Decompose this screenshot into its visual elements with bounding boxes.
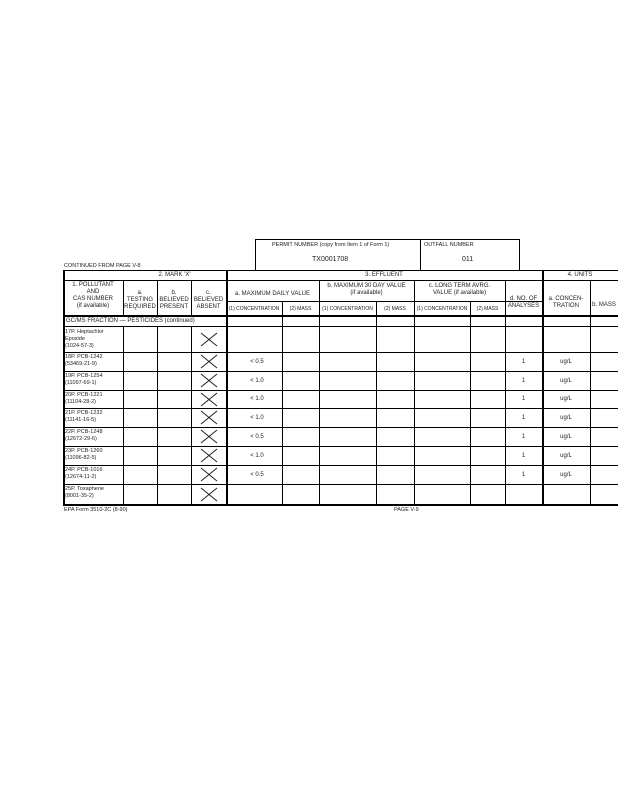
row-col-divider (191, 352, 192, 371)
header-right-line (519, 239, 520, 270)
pollutant-name: 19P. PCB-1254 (11097-69-1) (65, 373, 103, 386)
row-col-divider (123, 352, 124, 371)
number-of-analyses: 1 (521, 358, 526, 365)
row-col-divider (191, 446, 192, 465)
max-daily-concentration: < 1.0 (250, 414, 264, 421)
col-mark-x-header: 2. MARK 'X' (158, 272, 191, 278)
row-col-divider (157, 465, 158, 484)
col-believed-absent-header: c. BELIEVED ABSENT (193, 290, 224, 310)
form-number: EPA Form 3510-2C (8-90) (64, 507, 128, 513)
col-no-analyses-header: d. NO. OF ANALYSES (507, 296, 540, 309)
row-col-divider (157, 408, 158, 427)
col-3b-mass-header: (2) MASS (384, 306, 406, 312)
row-col-divider (123, 371, 124, 390)
table-top-line (63, 270, 618, 271)
concentration-units: ug/L (560, 414, 572, 421)
number-of-analyses: 1 (521, 414, 526, 421)
concentration-units: ug/L (560, 396, 572, 402)
pollutant-name: 20P. PCB-1221 (11104-28-2) (65, 392, 103, 405)
section-title: GC/MS FRACTION — PESTICIDES (continued) (66, 318, 195, 324)
row-col-divider (123, 446, 124, 465)
pollutant-name: 17P. Heptachlor Epoxide (1024-57-3) (65, 329, 104, 349)
header-top-line (255, 239, 520, 240)
x-mark-icon (200, 332, 218, 347)
row-divider (63, 352, 618, 353)
row-col-divider (123, 390, 124, 408)
number-of-analyses: 1 (521, 452, 526, 459)
number-of-analyses: 1 (521, 377, 526, 384)
pollutant-name: 18P. PCB-1242 (53469-21-9) (65, 354, 103, 367)
col-3c-mass-header: (2) MASS (476, 306, 499, 312)
col-units-header: 4. UNITS (567, 272, 593, 278)
col-max-daily-header: a. MAXIMUM DAILY VALUE (234, 291, 311, 297)
x-mark-icon (200, 429, 218, 444)
pollutant-name: 21P. PCB-1232 (11141-16-5) (65, 410, 103, 423)
col-long-term-header: c. LONG TERM AVRG. VALUE (if available) (428, 283, 491, 296)
number-of-analyses: 1 (521, 433, 526, 440)
col-3c-line (414, 280, 415, 505)
number-of-analyses: 1 (521, 471, 526, 478)
pollutant-name: 24P. PCB-1016 (12674-11-2) (65, 467, 103, 480)
row-col-divider (191, 390, 192, 408)
concentration-units: ug/L (560, 377, 572, 384)
header-row1-line (63, 280, 618, 281)
col-3b-conc-header: (1) CONCENTRATION (322, 306, 373, 312)
row-divider (63, 465, 618, 466)
header-left-line (255, 239, 256, 270)
row-col-divider (157, 484, 158, 504)
max-daily-concentration: < 0.5 (250, 358, 264, 365)
row-divider (63, 446, 618, 447)
concentration-units: ug/L (560, 433, 572, 440)
row-divider (63, 371, 618, 372)
permit-number-label: PERMIT NUMBER (copy from Item 1 of Form 1) (272, 242, 390, 248)
col-3a-conc-header: (1) CONCENTRATION (228, 306, 280, 312)
row-col-divider (191, 371, 192, 390)
row-divider (63, 484, 618, 485)
col-3b-line (319, 280, 320, 505)
x-mark-icon (200, 448, 218, 463)
page-number: PAGE V-9 (394, 507, 419, 513)
row-divider (63, 504, 618, 506)
col-units-mass-header: b. MASS (592, 302, 616, 308)
concentration-units: ug/L (560, 452, 572, 459)
col-3b2-line (376, 301, 377, 505)
row-col-divider (157, 371, 158, 390)
x-mark-icon (200, 467, 218, 482)
header-mid-line (420, 239, 421, 270)
x-mark-icon (200, 354, 218, 369)
max-daily-concentration: < 1.0 (250, 452, 264, 459)
x-mark-icon (200, 373, 218, 388)
number-of-analyses: 1 (521, 396, 526, 402)
col-3a-mass-header: (2) MASS (289, 306, 312, 312)
row-col-divider (191, 465, 192, 484)
col-3a2-line (282, 301, 283, 505)
outfall-number-value: 011 (462, 256, 474, 263)
col-units-concentration-header: a. CONCEN- TRATION (548, 296, 584, 309)
col-testing-required-header: a. TESTING REQUIRED (124, 290, 156, 310)
col-max-30day-header: b. MAXIMUM 30 DAY VALUE (if available) (327, 283, 406, 296)
header-row2-line (226, 301, 542, 302)
max-daily-concentration: < 0.5 (250, 471, 264, 478)
section-title-line (63, 326, 618, 327)
pollutant-name: 22P. PCB-1248 (12672-29-6) (65, 429, 103, 442)
row-col-divider (157, 446, 158, 465)
row-col-divider (123, 427, 124, 446)
row-col-divider (157, 327, 158, 352)
row-col-divider (123, 465, 124, 484)
row-col-divider (157, 390, 158, 408)
row-col-divider (123, 327, 124, 352)
x-mark-icon (200, 392, 218, 407)
max-daily-concentration: < 1.0 (250, 396, 264, 402)
row-divider (63, 390, 618, 391)
continued-label: CONTINUED FROM PAGE V-8 (64, 263, 141, 269)
col-3c2-line (470, 301, 471, 505)
concentration-units: ug/L (560, 471, 572, 478)
col-pollutant-header: 1. POLLUTANT AND CAS NUMBER (if available) (72, 282, 114, 309)
pollutant-name: 23P. PCB-1260 (11096-82-5) (65, 448, 103, 461)
x-mark-icon (200, 487, 218, 502)
col-4b-line (590, 280, 591, 505)
x-mark-icon (200, 410, 218, 425)
pollutant-name: 25P. Toxaphene (8001-35-2) (65, 486, 104, 499)
row-col-divider (191, 327, 192, 352)
max-daily-concentration: < 1.0 (250, 377, 264, 384)
row-divider (63, 408, 618, 409)
row-col-divider (191, 427, 192, 446)
permit-number-value: TX0001708 (312, 256, 349, 263)
concentration-units: ug/L (560, 358, 572, 365)
max-daily-concentration: < 0.5 (250, 433, 264, 440)
row-divider (63, 427, 618, 428)
col-effluent-header: 3. EFFLUENT (365, 272, 403, 278)
row-col-divider (191, 484, 192, 504)
header-bottom-thick-line (63, 315, 618, 317)
row-col-divider (157, 352, 158, 371)
row-col-divider (191, 408, 192, 427)
outfall-number-label: OUTFALL NUMBER (424, 242, 474, 248)
row-col-divider (123, 408, 124, 427)
col-believed-present-header: b. BELIEVED PRESENT (159, 290, 189, 310)
row-col-divider (157, 427, 158, 446)
col-3c-conc-header: (1) CONCENTRATION (416, 306, 468, 312)
row-col-divider (123, 484, 124, 504)
